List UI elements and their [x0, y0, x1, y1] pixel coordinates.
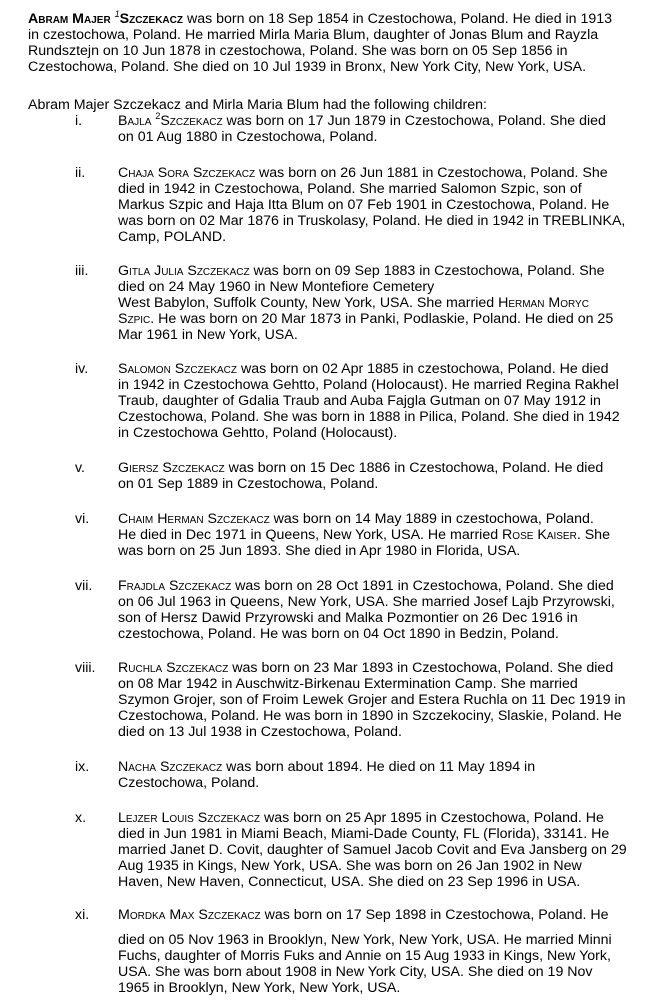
child-line [118, 810, 623, 826]
child-line: in 1942 in Czestochowa Gehtto, Poland (Holocaust). He married Regina Rakhel [118, 377, 619, 393]
child-text [118, 810, 627, 890]
intro-paragraph [28, 11, 628, 75]
child-line: Aug 1935 in Kings, New York, USA. She was born on 26 Jan 1902 in New [118, 858, 582, 874]
child-text [118, 263, 623, 343]
child-line [118, 263, 623, 279]
child-text [118, 460, 623, 492]
child-line-text: was born on 17 Jun 1879 in Czestochowa, Poland. She died [222, 113, 606, 129]
child-numeral: x. [75, 810, 87, 826]
child-name: Chaja Sora Szczekacz [118, 165, 256, 181]
child-line-text: was born on 25 Apr 1895 in Czestochowa, Poland. He [260, 810, 604, 826]
child-text [118, 361, 623, 441]
child-line: died in 1942 in Czestochowa, Poland. She married Salomon Szpic, son of [118, 181, 582, 197]
child-line [118, 311, 623, 327]
child-line-text: was born about 1894. He died on 11 May 1894 in [222, 759, 536, 775]
child-text [118, 578, 623, 642]
child-line: on 06 Jul 1963 in Queens, New York, USA. She married Josef Lajb Przyrowski, [118, 594, 615, 610]
child-line [118, 907, 623, 923]
child-line-text: was born on 17 Sep 1898 in Czestochowa, Poland. He [260, 907, 609, 923]
intro-line-1 [28, 11, 628, 27]
child-name: Ruchla Szczekacz [118, 660, 229, 676]
child-line [118, 511, 623, 527]
child-line: Szymon Grojer, son of Froim Lewek Grojer and Estera Ruchla on 11 Dec 1919 in [118, 692, 626, 708]
child-line-text: was born on 28 Oct 1891 in Czestochowa, Poland. She died [231, 578, 614, 594]
child-line: died on 24 May 1960 in New Montefiore Cemetery [118, 279, 435, 295]
child-line: was born on 02 Mar 1876 in Truskolasy, Poland. He died in 1942 in TREBLINKA, [118, 213, 626, 229]
child-line: Markus Szpic and Haja Itta Blum on 07 Feb 1901 in Czestochowa, Poland. He [118, 197, 610, 213]
child-line [118, 660, 623, 676]
child-line: married Janet D. Covit, daughter of Samuel Jacob Covit and Eva Jansberg on 29 [118, 842, 627, 858]
child-line [118, 460, 623, 476]
child-line: Camp, POLAND. [118, 229, 227, 245]
child-line: on 01 Aug 1880 in Czestochowa, Poland. [118, 129, 378, 145]
child-line-text: . She [576, 527, 610, 543]
child-line: 1965 in Brooklyn, New York, New York, USA. [118, 980, 401, 996]
child-line: Traub, daughter of Gdalia Traub and Auba Fajgla Gutman on 07 May 1912 in [118, 393, 601, 409]
child-line-text: was born on 14 May 1889 in czestochowa, Poland. [269, 511, 594, 527]
child-name: Mordka Max Szczekacz [118, 907, 261, 923]
child-numeral: iii. [75, 263, 89, 279]
child-name: Frajdla Szczekacz [118, 578, 232, 594]
child-line: on 08 Mar 1942 in Auschwitz-Birkenau Extermination Camp. She married [118, 676, 578, 692]
child-line: Czestochowa, Poland. He was born in 1890 in Szczekociny, Slaskie, Poland. He [118, 708, 622, 724]
child-text [118, 113, 623, 145]
child-line-text: He died in Dec 1971 in Queens, New York, USA. He married [118, 527, 503, 543]
head-person-surname: Szczekacz [119, 11, 183, 27]
child-numeral: vi. [75, 511, 90, 527]
child-name: Gitla Julia Szczekacz [118, 263, 250, 279]
spouse-name: Herman Moryc [498, 295, 589, 311]
child-name: Nacha Szczekacz [118, 759, 223, 775]
child-line: USA. She was born about 1908 in New York City, USA. She died on 19 Nov [118, 964, 593, 980]
child-line: Mar 1961 in New York, USA. [118, 327, 298, 343]
child-numeral: ii. [75, 165, 86, 181]
child-line-text: was born on 15 Dec 1886 in Czestochowa, Poland. He died [224, 460, 604, 476]
child-line: Czestochowa, Poland. [118, 775, 260, 791]
child-name: Salomon Szczekacz [118, 361, 237, 377]
head-person-superscript: 1 [114, 9, 120, 19]
child-name: Bajla [118, 113, 156, 129]
child-text [118, 660, 626, 740]
child-line [118, 527, 623, 543]
child-line: czestochowa, Poland. He was born on 04 Oct 1890 in Bedzin, Poland. [118, 626, 559, 642]
child-line: Haven, New Haven, Connecticut, USA. She died on 23 Sep 1996 in USA. [118, 874, 581, 890]
child-line [118, 578, 623, 594]
child-line [118, 361, 623, 377]
child-line [118, 165, 623, 181]
child-name: Lejzer Louis Szczekacz [118, 810, 261, 826]
child-text [118, 511, 623, 559]
child-line: on 01 Sep 1889 in Czestochowa, Poland. [118, 476, 379, 492]
child-text [118, 165, 626, 245]
child-text [118, 907, 623, 996]
child-line: Fuchs, daughter of Morris Fuks and Annie on 15 Aug 1933 in Kings, New York, [118, 948, 611, 964]
head-person-name: Abram Majer [28, 11, 115, 27]
intro-text: was born on 18 Sep 1854 in Czestochowa, Poland. He died in 1913 [183, 11, 613, 27]
child-numeral: viii. [75, 660, 96, 676]
child-line [118, 759, 623, 775]
children-heading: Abram Majer Szczekacz and Mirla Maria Blum had the following children: [28, 97, 487, 113]
spouse-name: Rose Kaiser [502, 527, 577, 543]
child-numeral: i. [75, 113, 83, 129]
child-line-text: West Babylon, Suffolk County, New York, USA. She married [118, 295, 499, 311]
child-line [118, 295, 623, 311]
child-line [118, 113, 623, 129]
child-line: died on 05 Nov 1963 in Brooklyn, New York, New York, USA. He married Minni [118, 932, 612, 948]
child-line: was born on 25 Jun 1893. She died in Apr 1980 in Florida, USA. [118, 543, 521, 559]
child-line-text: was born on 23 Mar 1893 in Czestochowa, Poland. She died [228, 660, 614, 676]
child-numeral: xi. [75, 907, 90, 923]
child-line-text: was born on 26 Jun 1881 in Czestochowa, Poland. She [255, 165, 608, 181]
child-line: son of Hersz Dawid Przyrowski and Malka Pozmontier on 26 Dec 1916 in [118, 610, 578, 626]
child-line-text: was born on 09 Sep 1883 in Czestochowa, Poland. She [249, 263, 605, 279]
child-superscript: 2 [155, 111, 161, 121]
child-line-text: . He was born on 20 Mar 1873 in Panki, Podlaskie, Poland. He died on 25 [150, 311, 614, 327]
child-line: died in Jun 1981 in Miami Beach, Miami-Dade County, FL (Florida), 33141. He [118, 826, 610, 842]
child-name: Chaim Herman Szczekacz [118, 511, 270, 527]
child-numeral: vii. [75, 578, 93, 594]
child-line: Czestochowa, Poland. She was born in 1888 in Pilica, Poland. She died in 1942 [118, 409, 620, 425]
child-numeral: ix. [75, 759, 90, 775]
intro-line-2: in czestochowa, Poland. He married Mirla Maria Blum, daughter of Jonas Blum and Rayzla [28, 27, 599, 43]
child-line: in Czestochowa Gehtto, Poland (Holocaust). [118, 425, 398, 441]
child-surname: Szczekacz [160, 113, 223, 129]
intro-line-3: Rundsztejn on 10 Jun 1878 in czestochowa, Poland. She was born on 05 Sep 1856 in [28, 43, 568, 59]
child-name: Giersz Szczekacz [118, 460, 225, 476]
child-text [118, 759, 623, 791]
child-numeral: v. [75, 460, 85, 476]
spouse-surname: Szpic [118, 311, 151, 327]
intro-line-4: Czestochowa, Poland. She died on 10 Jul 1939 in Bronx, New York City, New York, USA. [28, 59, 587, 75]
child-numeral: iv. [75, 361, 89, 377]
child-line-text: was born on 02 Apr 1885 in czestochowa, Poland. He died [237, 361, 609, 377]
child-line: died on 13 Jul 1938 in Czestochowa, Poland. [118, 724, 402, 740]
